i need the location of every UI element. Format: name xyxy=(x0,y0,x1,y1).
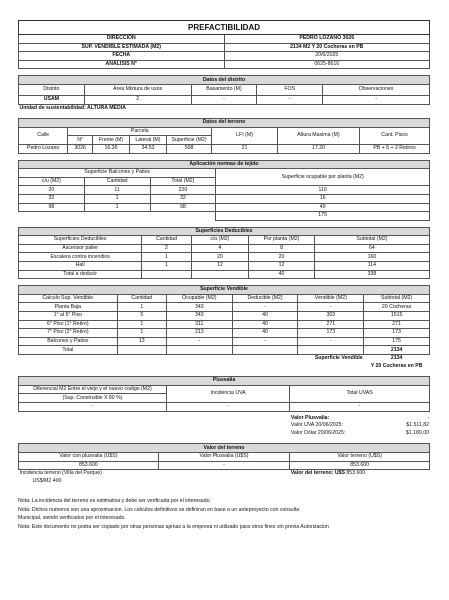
info-label: SUP. VENDIBLE ESTIMADA (M2) xyxy=(19,43,225,52)
table-cell: 34.53 xyxy=(129,144,166,153)
table-cell: 110 xyxy=(216,186,430,195)
note-line: Nota: Este documento no podra ser copiado por otras personas ajenas a la empresa ni utilizado para otros fines sin previa Autorizacion xyxy=(18,523,329,530)
column-header: Superficie ocupable por planta (M2) xyxy=(216,169,430,186)
column-header: Distrito xyxy=(19,84,85,95)
table-cell xyxy=(191,270,249,279)
page-title: PREFACTIBILIDAD xyxy=(19,21,430,35)
table-cell: 13 xyxy=(117,337,166,346)
table-cell: Pedro Lozano xyxy=(19,144,68,153)
table-cell: 40 xyxy=(232,329,298,338)
valor-terreno-table xyxy=(18,443,430,485)
table-cell: 1 xyxy=(117,303,166,312)
table-cell: 20 xyxy=(191,253,249,262)
table-cell: 173 xyxy=(364,329,430,338)
section-heading: Plusvalia xyxy=(19,377,430,386)
table-cell: 213 xyxy=(166,329,232,338)
table-cell: 8 xyxy=(249,244,315,253)
column-header: Altura Maxima (M) xyxy=(277,127,359,144)
table-cell: 1 xyxy=(117,329,166,338)
table-cell: 21 xyxy=(212,144,278,153)
terreno-table xyxy=(18,118,430,153)
column-header: Total UVAS xyxy=(290,385,430,402)
column-header: c/u (M2) xyxy=(19,177,85,186)
column-header: Calculo Sup. Vendible xyxy=(19,294,118,303)
column-header: Parcela xyxy=(68,127,212,136)
table-cell: Escalera contra incendios xyxy=(19,253,142,262)
deducibles-table xyxy=(18,227,430,280)
plusvalia-table xyxy=(18,376,430,411)
table-cell: 1 xyxy=(84,203,150,212)
column-header: Valor terreno (U$S) xyxy=(290,452,430,461)
table-cell: 20 xyxy=(249,253,315,262)
table-cell: 1 xyxy=(84,194,150,203)
column-header: N° xyxy=(68,136,93,145)
column-header: (Sup. Construible X 80 %) xyxy=(19,394,167,403)
final-valor-value: 853.600 xyxy=(346,470,366,477)
table-cell: 17.20 xyxy=(277,144,359,153)
column-header: Lateral (M) xyxy=(129,136,166,145)
column-header: Superficies Deducibles xyxy=(19,236,142,245)
info-label: FECHA xyxy=(19,52,225,61)
table-cell: 32 xyxy=(19,194,85,203)
info-value: 2134 M2 Y 20 Cocheras en PB xyxy=(224,43,430,52)
table-cell: 49 xyxy=(216,203,430,212)
table-cell: 311 xyxy=(166,320,232,329)
table-cell: 1 xyxy=(117,320,166,329)
plusvalia-values xyxy=(18,415,430,438)
table-cell: - xyxy=(323,95,430,104)
final-valor xyxy=(290,470,430,478)
table-cell: 175 xyxy=(364,337,430,346)
table-cell: - xyxy=(298,337,364,346)
column-header: Deducible (M2) xyxy=(232,294,298,303)
valor-uva-value: $1.511,82 xyxy=(406,422,429,429)
table-cell: 343 xyxy=(166,303,232,312)
table-cell xyxy=(142,270,191,279)
column-header: Valor con plusvalia (U$S) xyxy=(19,452,159,461)
note-line: Municipal, siendo verificados por el interesado. xyxy=(18,515,126,522)
column-header: Total (M2) xyxy=(150,177,216,186)
table-cell: 40 xyxy=(232,312,298,321)
section-heading: Superficies Deducibles xyxy=(19,227,430,236)
table-cell xyxy=(232,346,298,355)
column-header: c/u (M2) xyxy=(191,236,249,245)
table-cell: 4 xyxy=(191,244,249,253)
table-cell: 1515 xyxy=(364,312,430,321)
sustentabilidad-text: Unidad de sustentabilidad: ALTURA MEDIA xyxy=(19,104,126,111)
valor-plusvalia-label: Valor Plusvalia: xyxy=(290,414,330,421)
section-heading: Datos del terreno xyxy=(19,119,430,128)
column-header: Superficie Balcones y Patios xyxy=(19,169,216,178)
column-header: Vendible (M2) xyxy=(298,294,364,303)
column-header: Por planta (M2) xyxy=(249,236,315,245)
column-header: Cantidad xyxy=(117,294,166,303)
column-header: Observaciones xyxy=(323,84,430,95)
valor-uva-label: Valor UVA 20/06/2025: xyxy=(290,422,343,429)
table-cell: 175 xyxy=(216,212,430,221)
table-cell: - xyxy=(232,303,298,312)
table-cell: 343 xyxy=(166,312,232,321)
table-cell: 40 xyxy=(249,270,315,279)
table-cell: 160 xyxy=(314,253,429,262)
table-cell: 64 xyxy=(314,244,429,253)
table-cell: 32 xyxy=(150,194,216,203)
distrito-table xyxy=(18,75,430,112)
incidencia-value: US$/M2 400 xyxy=(32,477,62,484)
header-table xyxy=(18,20,430,69)
table-cell: 12 xyxy=(249,262,315,271)
section-heading: Superficie Vendible xyxy=(19,286,430,295)
table-cell: 40 xyxy=(232,320,298,329)
valor-dolar-label: Valor Dólar 20/06/2025: xyxy=(290,429,346,436)
table-cell: - xyxy=(257,95,323,104)
table-cell: 338 xyxy=(314,270,429,279)
table-cell: 2 xyxy=(142,244,191,253)
column-header: Frente (M) xyxy=(92,136,129,145)
note-line: Nota: Dichos numeros son una aproximacion. Los calculos definitivos se definiran en base a un anteproyecto con consulta xyxy=(18,506,300,513)
table-cell xyxy=(117,346,166,355)
valor-plusvalia-value: - xyxy=(427,414,429,421)
incidencia-label: Incidencia terreno (Villa del Parque) xyxy=(19,470,102,477)
column-header: Valor Plusvalia (U$S) xyxy=(158,452,290,461)
table-cell: - xyxy=(298,303,364,312)
table-cell: 271 xyxy=(298,320,364,329)
vendible-summary-value: 2134 xyxy=(390,355,403,362)
table-cell: Total a deducir xyxy=(19,270,142,279)
column-header: Diferencial M2 Entre el viejo y el nuevo codigo (M2) xyxy=(19,385,167,394)
table-cell xyxy=(298,346,364,355)
column-header: Cantidad xyxy=(142,236,191,245)
column-header: Incidencia UVA xyxy=(166,385,289,402)
note-line: Nota: La incidencia del terreno es estimativa y debe ser verificada por el interesado. xyxy=(18,498,211,505)
column-header: Area Mixtura de usos xyxy=(84,84,191,95)
table-cell: 853.600 xyxy=(19,461,159,470)
table-cell: 1 xyxy=(142,262,191,271)
vendible-summary-label: Superficie Vendible xyxy=(314,355,363,362)
column-header: Cant. Pisos xyxy=(360,127,430,144)
table-cell: - xyxy=(232,337,298,346)
column-header: Cantidad xyxy=(84,177,150,186)
table-cell: Ascensor palier xyxy=(19,244,142,253)
info-label: ANALISIS N° xyxy=(19,60,225,69)
table-cell: 173 xyxy=(298,329,364,338)
table-cell: - xyxy=(166,337,232,346)
table-cell: 98 xyxy=(150,203,216,212)
table-cell: 20 xyxy=(19,186,85,195)
table-cell: 303 xyxy=(298,312,364,321)
column-header: Subtotal (M2) xyxy=(314,236,429,245)
table-cell: - xyxy=(19,402,167,411)
column-header: LFI (M) xyxy=(212,127,278,144)
table-cell: 12 xyxy=(191,262,249,271)
table-cell: PB + 5 + 2 Retiros xyxy=(360,144,430,153)
table-cell: 7° Piso (2° Retiro) xyxy=(19,329,118,338)
column-header: Basamento (M) xyxy=(191,84,257,95)
document-sheet xyxy=(18,20,430,531)
table-cell: - xyxy=(191,95,257,104)
final-valor-label: Valor del terreno: U$S xyxy=(290,470,345,477)
info-value: 0625-8616 xyxy=(224,60,430,69)
tejido-table xyxy=(18,160,430,221)
section-heading: Datos del distrito xyxy=(19,76,430,85)
table-cell: 1° al 5° Piso xyxy=(19,312,118,321)
column-header: Subtotal (M2) xyxy=(364,294,430,303)
table-cell: 114 xyxy=(314,262,429,271)
table-cell: 1 xyxy=(142,253,191,262)
table-cell: 6° Piso (1° Retiro) xyxy=(19,320,118,329)
table-cell: 220 xyxy=(150,186,216,195)
table-cell: 16.36 xyxy=(92,144,129,153)
info-value: PEDRO LOZANO 3026 xyxy=(224,35,430,44)
table-cell: - xyxy=(158,461,290,470)
table-cell: 5 xyxy=(117,312,166,321)
table-cell: - xyxy=(290,402,430,411)
table-cell xyxy=(166,346,232,355)
table-cell: 20 Cocheras xyxy=(364,303,430,312)
column-header: Superficie (M2) xyxy=(166,136,211,145)
table-cell: - xyxy=(166,402,289,411)
table-cell: 508 xyxy=(166,144,211,153)
info-value: 20/6/2025 xyxy=(224,52,430,61)
table-cell: Planta Baja xyxy=(19,303,118,312)
table-cell: 2134 xyxy=(364,346,430,355)
vendible-summary-extra: Y 20 Cocheras en PB xyxy=(370,362,423,369)
info-label: DIRECCION xyxy=(19,35,225,44)
table-cell: Balcones y Patios xyxy=(19,337,118,346)
table-cell: 11 xyxy=(84,186,150,195)
table-cell: 98 xyxy=(19,203,85,212)
table-cell: USAM xyxy=(19,95,85,104)
column-header: Calle xyxy=(19,127,68,144)
table-cell: 16 xyxy=(216,194,430,203)
table-cell: 3026 xyxy=(68,144,93,153)
table-cell: 271 xyxy=(364,320,430,329)
table-cell: 2 xyxy=(84,95,191,104)
valor-dolar-value: $1.180,00 xyxy=(405,429,429,436)
column-header: FOS xyxy=(257,84,323,95)
section-heading: Valor del terreno xyxy=(19,444,430,453)
section-heading: Aplicación normas de tejido xyxy=(19,160,430,169)
column-header: Ocupable (M2) xyxy=(166,294,232,303)
table-cell: 853.600 xyxy=(290,461,430,470)
vendible-table xyxy=(18,285,430,370)
table-cell: Total xyxy=(19,346,118,355)
table-cell: Hall xyxy=(19,262,142,271)
